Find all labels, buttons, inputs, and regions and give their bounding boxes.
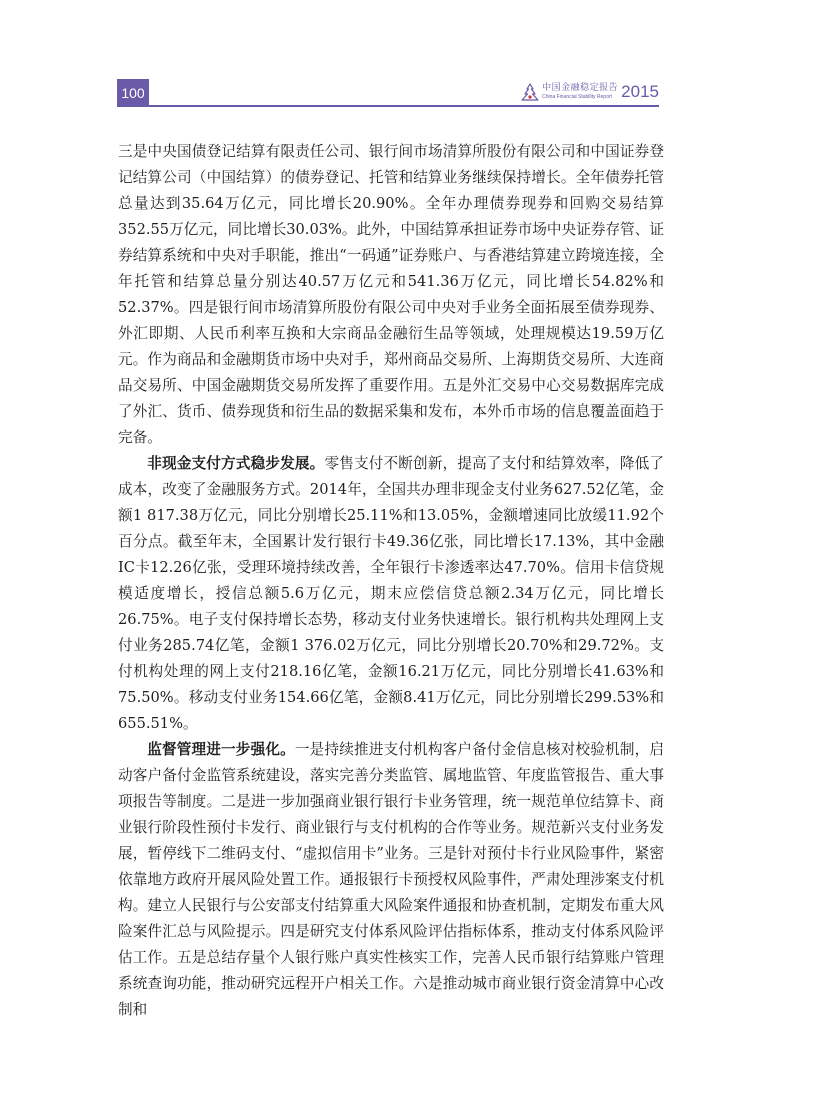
body-text xyxy=(118,139,664,1023)
paragraph: 三是中央国债登记结算有限责任公司、银行间市场清算所股份有限公司和中国证券登记结算公司（中国结算）的债券登记、托管和结算业务继续保持增长。全年债券托管总量达到35.64万亿元，同比增长20.90%。全年办理债券现券和回购交易结算352.55万亿元，同比增长30.03%。此外，中国结算承担证券市场中央证券存管、证券结算系统和中央对手职能，推出“一码通”证券账户、与香港结算建立跨境连接，全年托管和结算总量分别达40.57万亿元和541.36万亿元，同比增长54.82%和52.37%。四是银行间市场清算所股份有限公司中央对手业务全面拓展至债券现券、外汇即期、人民币利率互换和大宗商品金融衍生品等领域，处理规模达19.59万亿元。作为商品和金融期货市场中央对手，郑州商品交易所、上海期货交易所、大连商品交易所、中国金融期货交易所发挥了重要作用。五是外汇交易中心交易数据库完成了外汇、货币、债券现货和衍生品的数据采集和发布，本外币市场的信息覆盖面趋于完备。 xyxy=(118,143,664,446)
paragraph-text: 零售支付不断创新，提高了支付和结算效率，降低了成本，改变了金融服务方式。2014年，全国共办理非现金支付业务627.52亿笔，金额1 817.38万亿元，同比分别增长25.11%和13.05%，金额增速同比放缓11.92个百分点。截至年末，全国累计发行银行卡49.36亿张，同比增长17.13%，其中金融IC卡12.26亿张，受理环境持续改善，全年银行卡渗透率达47.70%。信用卡信贷规模适度增长，授信总额5.6万亿元，期末应偿信贷总额2.34万亿元，同比增长26.75%。电子支付保持增长态势，移动支付业务快速增长。银行机构共处理网上支付业务285.74亿笔，金额1 376.02万亿元，同比分别增长20.70%和29.72%。支付机构处理的网上支付218.16亿笔，金额16.21万亿元，同比分别增长41.63%和75.50%。移动支付业务154.66亿笔，金额8.41万亿元，同比分别增长299.53%和655.51%。 xyxy=(118,455,664,732)
page-header xyxy=(117,79,659,107)
page-number: 100 xyxy=(117,79,149,107)
pagoda-logo-icon xyxy=(521,83,539,101)
header-rule xyxy=(149,105,659,107)
report-title-cn: 中国金融稳定报告 xyxy=(542,83,619,93)
paragraph xyxy=(118,737,664,1023)
paragraph xyxy=(118,451,664,737)
paragraph-heading: 监督管理进一步强化。 xyxy=(147,741,295,758)
paragraph-heading: 非现金支付方式稳步发展。 xyxy=(147,455,325,472)
report-title xyxy=(542,84,618,100)
paragraph-text: 一是持续推进支付机构客户备付金信息核对校验机制，启动客户备付金监管系统建设，落实完善分类监管、属地监管、年度监管报告、重大事项报告等制度。二是进一步加强商业银行银行卡业务管理，统一规范单位结算卡、商业银行阶段性预付卡发行、商业银行与支付机构的合作等业务。规范新兴支付业务发展，暂停线下二维码支付、“虚拟信用卡”业务。三是针对预付卡行业风险事件，紧密依靠地方政府开展风险处置工作。通报银行卡预授权风险事件，严肃处理涉案支付机构。建立人民银行与公安部支付结算重大风险案件通报和协查机制，定期发布重大风险案件汇总与风险提示。四是研究支付体系风险评估指标体系，推动支付体系风险评估工作。五是总结存量个人银行账户真实性核实工作，完善人民币银行结算账户管理系统查询功能，推动研究远程开户相关工作。六是推动城市商业银行资金清算中心改制和 xyxy=(118,741,664,1018)
report-title-en: China Financial Stability Report xyxy=(542,94,612,100)
report-brand xyxy=(521,81,659,103)
report-year: 2015 xyxy=(621,82,659,101)
